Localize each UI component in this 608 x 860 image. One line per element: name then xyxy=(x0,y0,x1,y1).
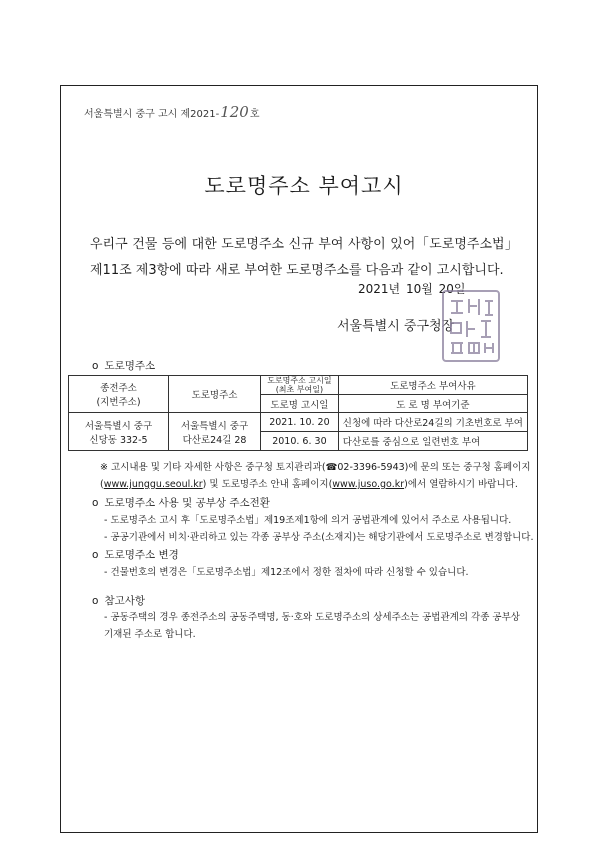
table-row xyxy=(69,413,528,432)
header-reason: 도로명주소 부여사유 xyxy=(338,376,527,395)
notice-suffix: 호 xyxy=(249,109,260,120)
info-note xyxy=(100,459,532,493)
old-address-line2: 신당동 332-5 xyxy=(89,434,148,446)
official-seal-stamp xyxy=(442,290,500,362)
note-text-2: ) 및 도로명주소 안내 홈페이지( xyxy=(202,479,333,490)
header-old-address-label: 종전주소 xyxy=(100,383,137,394)
section-title: 도로명주소 xyxy=(104,360,156,372)
old-address-line1: 서울특별시 중구 xyxy=(84,420,153,432)
header-notice-date-sub: (최초 부여일) xyxy=(275,385,324,394)
notice-date: 2021년 10월 20일 xyxy=(358,282,466,296)
cell-reason-2: 다산로를 중심으로 일련번호 부여 xyxy=(338,432,527,451)
section-change xyxy=(92,547,179,562)
section-title: 참고사항 xyxy=(104,595,146,607)
handwritten-number: 120 xyxy=(220,103,249,121)
page-title: 도로명주소 부여고시 xyxy=(204,174,404,198)
header-notice-date xyxy=(261,376,339,395)
road-address-line2: 다산로24길 28 xyxy=(182,434,247,446)
header-road-notice-date: 도로명 고시일 xyxy=(261,395,339,413)
issuer-name: 서울특별시 중구청장 xyxy=(337,319,455,334)
note-text-1: ※ 고시내용 및 기타 자세한 사항은 중구청 토지관리과(☎02-3396-5943)에 문의 또는 중구청 홈페이지( xyxy=(100,462,531,490)
section-bullet: o xyxy=(92,497,99,509)
section-road-address xyxy=(92,358,155,373)
cell-date-2: 2010. 6. 30 xyxy=(261,432,339,451)
address-table xyxy=(68,375,528,451)
header-old-address-sub: (지번주소) xyxy=(96,397,141,408)
section-bullet: o xyxy=(92,360,99,372)
list-item: - 공동주택의 경우 종전주소의 공동주택명, 동·호와 도로명주소의 상세주소는 공법관계의 각종 공부상 기재된 주소로 합니다. xyxy=(104,612,520,640)
section-title: 도로명주소 변경 xyxy=(104,549,179,561)
section-reference xyxy=(92,593,145,608)
note-text-3: )에서 열람하시기 바랍니다. xyxy=(404,479,518,490)
cell-old-address xyxy=(69,413,169,451)
cell-reason-1: 신청에 따라 다산로24길의 기초번호로 부여 xyxy=(338,413,527,432)
list-item: - 도로명주소 고시 후「도로명주소법」제19조제1항에 의거 공법관계에 있어서 주소로 사용됩니다. xyxy=(104,515,512,526)
road-address-line1: 서울특별시 중구 xyxy=(180,420,249,432)
cell-date-1: 2021. 10. 20 xyxy=(261,413,339,432)
juso-homepage-link[interactable]: www.juso.go.kr xyxy=(332,479,405,490)
header-criteria: 도 로 명 부여기준 xyxy=(338,395,527,413)
cell-road-address xyxy=(169,413,261,451)
notice-prefix: 서울특별시 중구 고시 제2021- xyxy=(84,109,220,120)
junggu-homepage-link[interactable]: www.junggu.seoul.kr xyxy=(103,479,203,490)
list-item: - 건물번호의 변경은「도로명주소법」제12조에서 정한 절차에 따라 신청할 수 있습니다. xyxy=(104,567,469,578)
notice-number xyxy=(84,103,260,121)
header-old-address xyxy=(69,376,169,413)
section-bullet: o xyxy=(92,549,99,561)
header-notice-date-label: 도로명주소 고시일 xyxy=(267,376,332,385)
header-road-address: 도로명주소 xyxy=(169,376,261,413)
section-usage xyxy=(92,495,270,510)
section-title: 도로명주소 사용 및 공부상 주소전환 xyxy=(104,497,270,509)
list-item: - 공공기관에서 비치·관리하고 있는 각종 공부상 주소(소재지)는 해당기관에서 도로명주소로 변경합니다. xyxy=(104,532,534,543)
intro-paragraph: 우리구 건물 등에 대한 도로명주소 신규 부여 사항이 있어「도로명주소법」제11조 제3항에 따라 새로 부여한 도로명주소를 다음과 같이 고시합니다. xyxy=(90,237,518,278)
section-bullet: o xyxy=(92,595,99,607)
seal-glyphs-icon xyxy=(445,293,497,359)
